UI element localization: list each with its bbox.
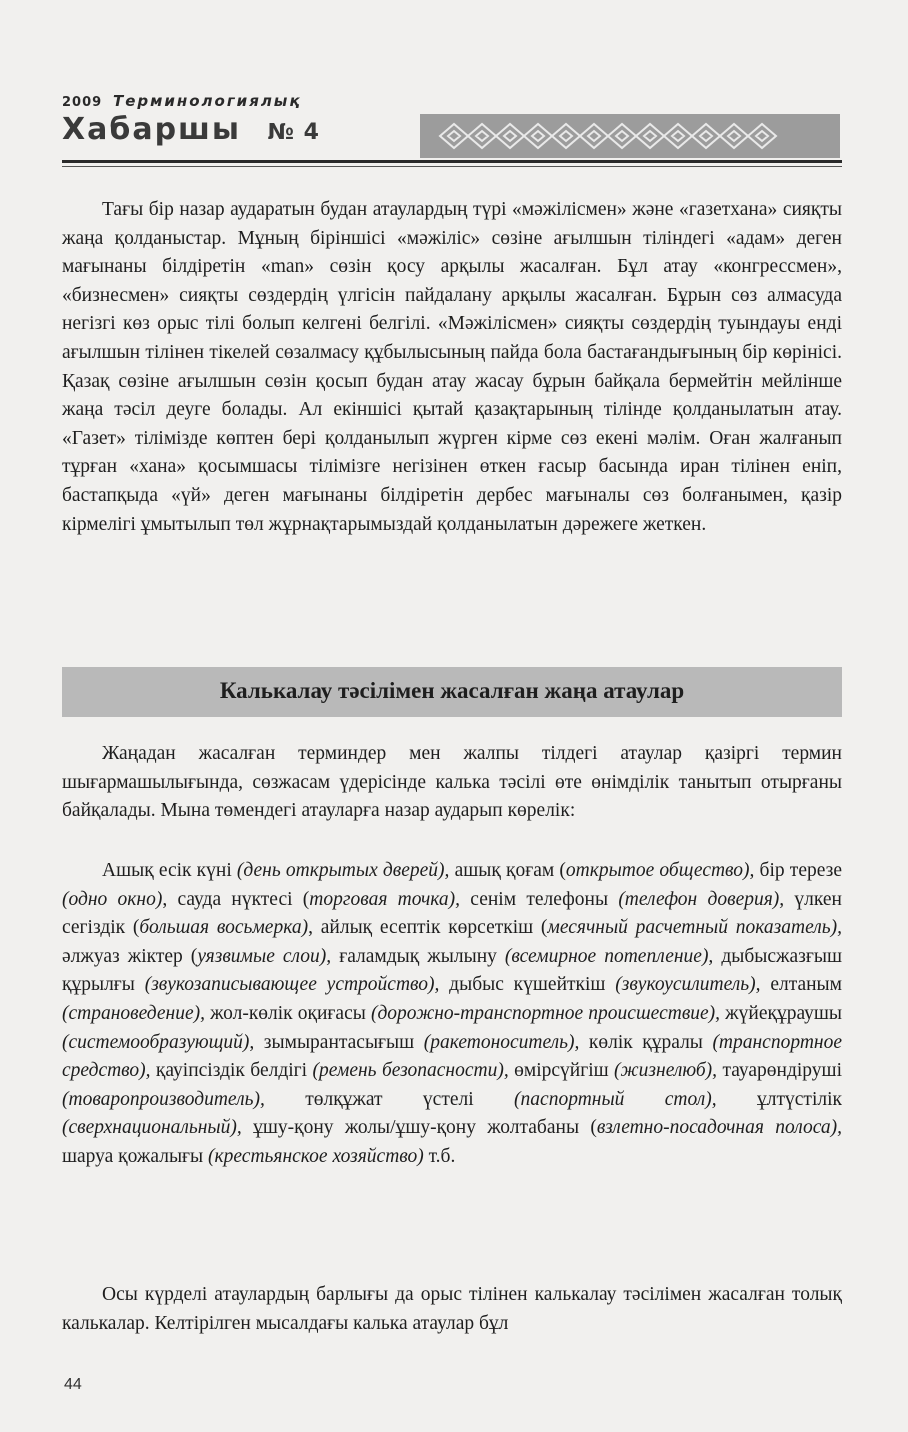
term-ru: (дорожно-транспортное происшествие), <box>370 1002 721 1024</box>
term-kz: дыбысжазғыш құрылғы <box>62 945 842 996</box>
term-ru: (звукоусилитель), <box>615 974 761 996</box>
term-ru: (ракетоноситель), <box>423 1031 580 1053</box>
paragraph-1 <box>62 196 842 539</box>
term-kz: шаруа қожалығы <box>62 1145 209 1167</box>
term-ru: (ремень безопасности), <box>312 1060 509 1082</box>
term-ru: (системообразующий), <box>62 1031 255 1053</box>
journal-prefix: Терминологиялық <box>112 92 302 110</box>
term-kz: бір терезе <box>754 860 842 881</box>
paragraph-2-text: Жаңадан жасалған терминдер мен жалпы тілдегі атаулар қазіргі термин шығармашылығында, сөзжасам үдерісінде калька тәсілі өте өнімділік танытып отырғаны байқалады. Мына төмендегі атауларға назар аударып көрелік: <box>62 743 842 822</box>
term-ru: месячный расчетный показатель), <box>547 917 842 939</box>
term-ru: торговая точка), <box>309 888 461 910</box>
term-kz: , сауда нүктесі ( <box>162 888 310 910</box>
term-ru: взлетно-посадочная полоса), <box>596 1117 842 1139</box>
term-kz: дыбыс күшейткіш <box>439 974 616 996</box>
term-kz: жол-көлік оқиғасы <box>205 1002 371 1024</box>
term-ru: (день открытых дверей), <box>236 860 450 881</box>
term-kz: қауіпсіздік белдігі <box>150 1060 313 1082</box>
term-ru: большая восьмерка) <box>139 917 309 939</box>
paragraph-2 <box>62 740 842 826</box>
journal-header-line <box>62 92 302 110</box>
section-heading: Калькалау тәсілімен жасалған жаңа атаулар <box>219 678 685 703</box>
term-kz: , айлық есептік көрсеткіш ( <box>308 917 548 939</box>
term-kz: әлжуаз жіктер ( <box>62 945 198 967</box>
term-kz: Ашық есік күні <box>102 860 237 881</box>
term-ru: открытое общество), <box>565 860 755 881</box>
page-number: 44 <box>64 1376 82 1393</box>
journal-title: Хабаршы <box>62 112 242 147</box>
journal-title-line <box>62 112 320 147</box>
paragraph-1-text: Тағы бір назар аударатын будан атаулардың түрі «мәжілісмен» және «газетхана» сияқты жаңа қолданыстар. Мұның біріншісі «мәжіліс» сөзіне ағылшын тіліндегі «адам» деген мағынаны білдіретін «man» сөзін қосу арқылы жасалған. Бұл атау «конгрессмен», «бизнесмен» сияқты сөздердің үлгісін пайдалану арқылы жасалған. Бұрын сөз алмасуда негізгі көз орыс тілі болып келгені белгілі. «Мәжілісмен» сияқты сөздердің туындауы енді ағылшын тілінен тікелей сөзалмасу құбылысының пайда бола бастағандығының бір көрінісі. Қазақ сөзіне ағылшын сөзін қосып будан атау жасау бұрын байқала бермейтін мейлінше жаңа тәсіл деуге болады. Ал екіншісі қытай қазақтарының тілінде қолданылатын атау. «Газет» тілімізде көптен бері қолданылып жүрген кірме сөз екені мәлім. Оған жалғанып тұрған «хана» қосымшасы тілімізге негізінен өткен ғасыр басында иран тілінен еніп, бастапқыда «үй» деген мағынаны білдіретін дербес мағыналы сөз болғанымен, қазір кірмелігі ұмытылып төл жұрнақтарымыздай қолданылатын дәрежеге жеткен. <box>62 199 842 535</box>
term-kz: тауарөндіруші <box>717 1060 842 1082</box>
paragraph-4 <box>62 1281 842 1338</box>
paragraph-3 <box>62 857 842 1172</box>
term-kz: сенім телефоны <box>460 888 619 910</box>
term-kz: жүйеқұраушы <box>720 1002 842 1024</box>
paragraph-4-text: Осы күрделі атаулардың барлығы да орыс тілінен калькалау тәсілімен жасалған толық калькалар. Келтірілген мысалдағы калька атаулар бұл <box>62 1284 842 1334</box>
term-kz: үлкен сегіздік ( <box>62 888 842 939</box>
term-ru: (телефон доверия), <box>618 888 785 910</box>
term-ru: (транспортное средство), <box>62 1031 842 1082</box>
journal-year: 2009 <box>62 95 103 110</box>
header-rule-thin <box>62 166 842 167</box>
header-rule-thick <box>62 160 842 163</box>
term-kz: өмірсүйгіш <box>508 1060 615 1082</box>
paragraph-3-text <box>62 857 842 1172</box>
term-ru: (товаропроизводитель), <box>62 1088 265 1110</box>
term-kz: ұлтүстілік <box>716 1088 842 1110</box>
term-kz: ғаламдық жылыну <box>331 945 505 967</box>
ornament-pattern-icon <box>420 114 840 158</box>
term-ru: (паспортный стол), <box>514 1088 717 1110</box>
term-kz: ашық қоғам ( <box>449 860 566 881</box>
ornament-band <box>420 114 840 158</box>
term-ru: (всемирное потепление), <box>504 945 714 967</box>
term-kz: т.б. <box>423 1145 456 1167</box>
term-kz: ұшу-қону жолы/ұшу-қону жолтабаны ( <box>241 1117 597 1139</box>
term-ru: (одно окно) <box>62 888 163 910</box>
term-kz: зымырантасығыш <box>254 1031 424 1053</box>
term-kz: төлқұжат үстелі <box>264 1088 515 1110</box>
term-ru: (страноведение), <box>62 1002 205 1024</box>
term-ru: (крестьянское хозяйство) <box>208 1145 424 1167</box>
term-ru: (сверхнациональный), <box>62 1117 242 1139</box>
term-ru: уязвимые слои), <box>197 945 332 967</box>
issue-number: № 4 <box>267 120 320 145</box>
term-kz: елтаным <box>760 974 842 996</box>
term-kz: көлік құралы <box>579 1031 713 1053</box>
term-ru: (жизнелюб), <box>614 1060 718 1082</box>
term-ru: (звукозаписывающее устройство), <box>144 974 440 996</box>
